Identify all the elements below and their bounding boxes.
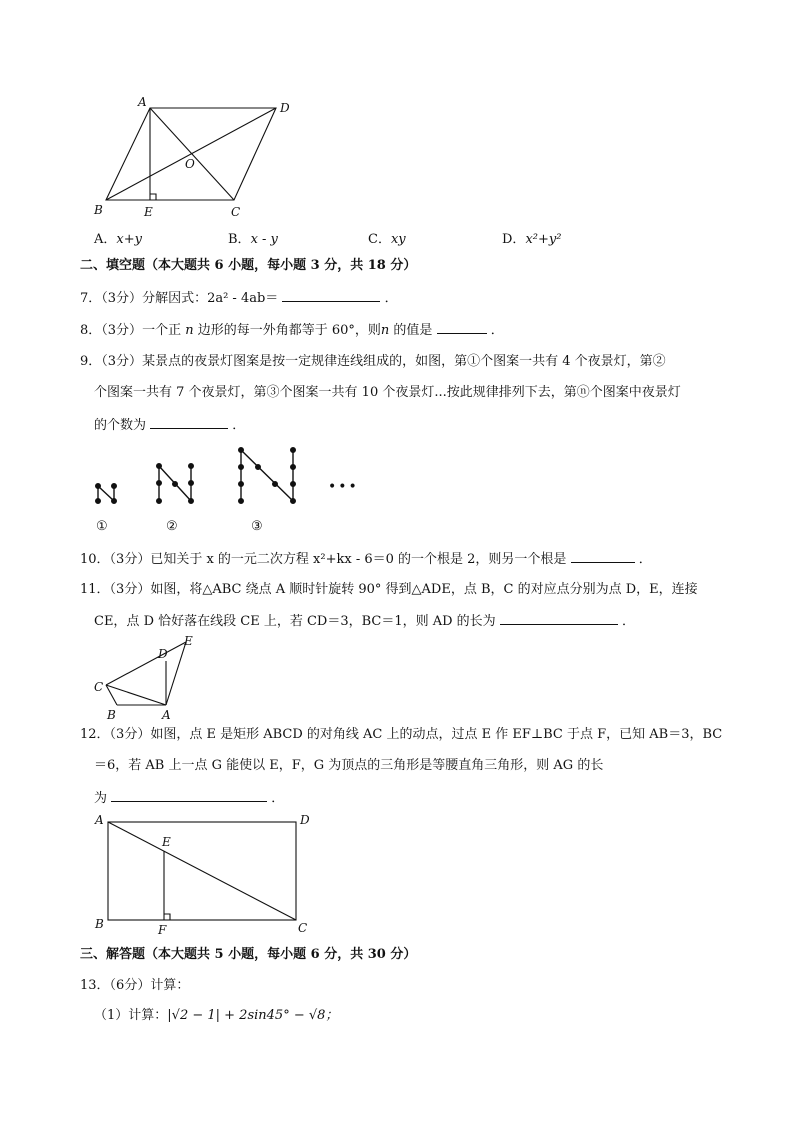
label-b: B: [107, 708, 116, 722]
section3-title: 三、解答题（本大题共 5 小题，每小题 6 分，共 30 分）: [80, 947, 417, 962]
question-12-line1: 12．（3分）如图，点 E 是矩形 ABCD 的对角线 AC 上的动点，过点 E 作 EF⊥BC 于点 F，已知 AB＝3，BC: [80, 727, 723, 742]
answer-blank-11[interactable]: [500, 612, 618, 625]
label-d: D: [300, 813, 310, 827]
diagonal-bd: [106, 108, 276, 200]
diagonal-ac: [108, 822, 296, 920]
label-e: E: [162, 835, 171, 849]
label-e: E: [144, 205, 153, 219]
option-c: C．xy: [368, 232, 406, 247]
answer-blank-12[interactable]: [111, 789, 267, 802]
question-12-line2: ＝6，若 AB 上一点 G 能使以 E，F，G 为顶点的三角形是等腰直角三角形，则 AG 的长: [94, 758, 604, 773]
label-a: A: [95, 813, 104, 827]
light-pattern-figure: [86, 444, 366, 536]
option-d: D．x²+y²: [502, 232, 562, 247]
rectangle-figure: [90, 808, 322, 936]
answer-blank-9[interactable]: [150, 416, 228, 429]
label-d: D: [158, 647, 168, 661]
right-angle-mark: [150, 194, 156, 200]
pattern-label-2: ②: [166, 519, 178, 534]
question-13-part1: （1）计算：|√2 − 1| + 2sin45° − √8；: [94, 1008, 339, 1023]
question-9-line1: 9．（3分）某景点的夜景灯图案是按一定规律连线组成的，如图，第①个图案一共有 4 个夜景灯，第②: [80, 354, 666, 369]
label-d: D: [280, 101, 290, 115]
option-a: A．x+y: [94, 232, 142, 247]
parallelogram-figure: [88, 94, 300, 222]
answer-blank-10[interactable]: [571, 550, 635, 563]
label-f: F: [158, 923, 167, 936]
pattern-3: [239, 448, 296, 504]
pattern-ellipsis: •••: [328, 479, 359, 495]
pattern-label-3: ③: [251, 519, 263, 534]
option-b: B．x - y: [228, 232, 278, 247]
label-a: A: [162, 708, 171, 722]
label-c: C: [94, 680, 104, 694]
pattern-1: [96, 484, 117, 504]
label-a: A: [138, 95, 147, 109]
pattern-2: [157, 464, 194, 504]
label-e: E: [184, 634, 193, 648]
question-13: 13．（6分）计算：: [80, 978, 190, 993]
label-c: C: [298, 921, 308, 935]
answer-blank-7[interactable]: [282, 289, 380, 302]
label-o: O: [185, 157, 195, 171]
label-c: C: [231, 205, 241, 219]
label-b: B: [95, 917, 104, 931]
section2-title: 二、填空题（本大题共 6 小题，每小题 3 分，共 18 分）: [80, 258, 417, 273]
question-12-line3: 为 ．: [94, 791, 285, 806]
question-7: 7．（3分）分解因式：2a² - 4ab＝ ．: [80, 291, 398, 306]
question-11-line1: 11．（3分）如图，将△ABC 绕点 A 顺时针旋转 90° 得到△ADE，点 B，C 的对应点分别为点 D，E，连接: [80, 582, 698, 597]
question-8: 8．（3分）一个正 n 边形的每一外角都等于 60°，则n 的值是 ．: [80, 323, 504, 338]
right-angle-mark: [164, 914, 170, 920]
question-10: 10．（3分）已知关于 x 的一元二次方程 x²+kx - 6＝0 的一个根是 2，则另一个根是 ．: [80, 552, 652, 567]
question-9-line2: 个图案一共有 7 个夜景灯，第③个图案一共有 10 个夜景灯...按此规律排列下去，第ⓝ个图案中夜景灯: [94, 385, 681, 400]
pattern-label-1: ①: [96, 519, 108, 534]
question-9-line3: 的个数为 ．: [94, 418, 246, 433]
rotation-triangle-figure: [88, 633, 200, 723]
label-b: B: [94, 203, 103, 217]
answer-blank-8[interactable]: [437, 321, 487, 334]
question-11-line2: CE，点 D 恰好落在线段 CE 上，若 CD＝3，BC＝1，则 AD 的长为 ．: [94, 614, 635, 629]
